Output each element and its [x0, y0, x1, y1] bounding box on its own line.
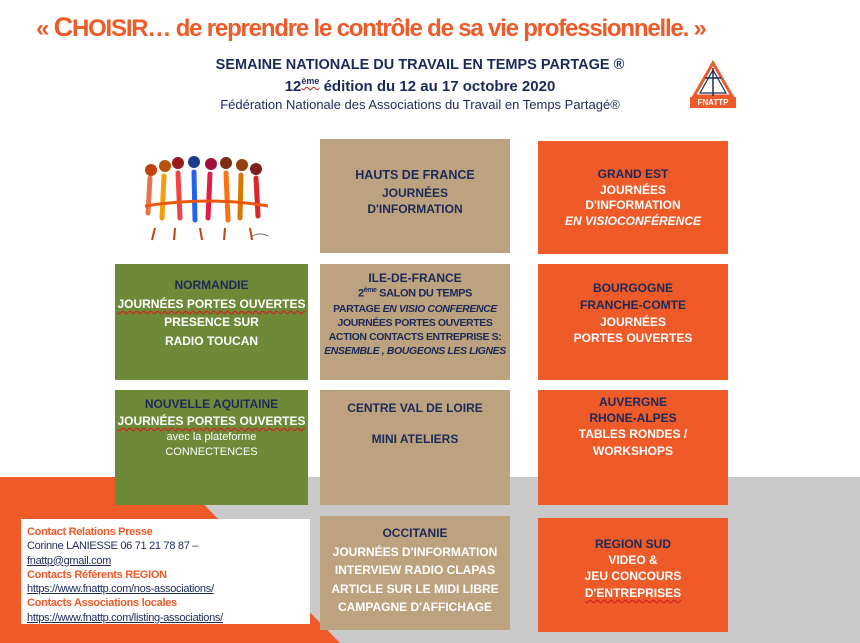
region-activity: CONNECTENCES [165, 445, 258, 458]
region-activity [320, 302, 510, 316]
region-activity: PORTES OUVERTES [573, 331, 693, 346]
region-activity: ARTICLE SUR LE MIDI LIBRE [331, 581, 499, 596]
region-activity: JOURNÉES PORTES OUVERTES [337, 316, 493, 329]
region-name: NORMANDIE [174, 278, 249, 292]
headline-initial: C [53, 12, 72, 42]
region-activity: avec la plateforme [166, 430, 257, 443]
federation-name: Fédération Nationale des Associations du Travail en Temps Partagé® [220, 97, 620, 112]
region-activity: EN VISIOCONFÉRENCE [564, 213, 702, 228]
headline-text: de reprendre le contrôle de sa vie professionnelle. [175, 15, 689, 42]
region-name: OCCITANIE [382, 526, 448, 540]
region-auvergne-rhone-alpes [538, 390, 728, 505]
region-name: HAUTS DE FRANCE [355, 168, 475, 182]
region-activity: MINI ATELIERS [371, 431, 459, 446]
contact-local-heading: Contacts Associations locales [27, 597, 177, 610]
region-activity: JOURNÉES PORTES OUVERTES [117, 413, 306, 428]
region-hauts-de-france [320, 139, 510, 253]
region-activity: ENSEMBLE , BOUGEONS LES LIGNES [324, 345, 506, 358]
region-activity: JOURNÉES PORTES OUVERTES [117, 296, 306, 311]
contact-local-link[interactable]: https://www.fnattp.com/listing-associations/ [27, 611, 223, 624]
region-ile-de-france [320, 264, 510, 380]
region-nouvelle-aquitaine [115, 390, 308, 505]
region-activity: JOURNÉES [599, 182, 667, 197]
region-centre-val-de-loire [320, 390, 510, 505]
edition-dates: édition du 12 au 17 octobre 2020 [323, 78, 556, 95]
region-activity: VIDEO & [608, 553, 658, 568]
headline [36, 12, 836, 43]
region-activity: JOURNÉES D'INFORMATION [332, 544, 498, 559]
region-activity: TABLES RONDES / [578, 427, 688, 442]
region-name: CENTRE VAL DE LOIRE [347, 401, 483, 415]
region-normandie [115, 264, 308, 380]
event-title: SEMAINE NATIONALE DU TRAVAIL EN TEMPS PARTAGE ® [215, 57, 625, 73]
region-activity: PRESENCE SUR [164, 315, 259, 330]
region-activity: D'ENTREPRISES [584, 585, 682, 600]
region-grand-est [538, 141, 728, 254]
contact-press-phone: Corinne LANIESSE 06 71 21 78 87 – [27, 540, 199, 553]
contact-region-link[interactable]: https://www.fnattp.com/nos-associations/ [27, 583, 214, 596]
region-activity: WORKSHOPS [592, 443, 673, 458]
visio-label: EN VISIO CONFERENCE [382, 302, 497, 315]
region-activity: CAMPAGNE D'AFFICHAGE [338, 600, 492, 615]
contact-press-heading: Contact Relations Presse [27, 526, 153, 538]
edition-line [120, 76, 720, 95]
region-occitanie [320, 516, 510, 630]
region-activity: ACTION CONTACTS ENTREPRISE S: [328, 331, 502, 344]
region-name: REGION SUD [594, 537, 671, 551]
region-activity: D'INFORMATION [585, 198, 681, 213]
logo-triangle-icon [690, 60, 736, 98]
edition-number: 12 [284, 78, 302, 95]
region-bourgogne-franche-comte [538, 264, 728, 380]
region-name: RHONE-ALPES [589, 411, 677, 426]
quote-open: « [36, 15, 49, 42]
region-activity: D'INFORMATION [367, 202, 463, 217]
headline-dots: … [147, 15, 171, 42]
region-activity: JEU CONCOURS [584, 569, 682, 584]
fnattp-logo [690, 60, 736, 108]
region-activity: RADIO TOUCAN [164, 333, 259, 348]
region-name: ILE-DE-FRANCE [368, 271, 462, 285]
region-name: FRANCHE-COMTE [580, 297, 686, 312]
ordinal-number: 2 [358, 287, 364, 300]
region-name: NOUVELLE AQUITAINE [144, 397, 279, 411]
logo-label: FNATTP [690, 97, 736, 108]
salon-label: SALON DU TEMPS [376, 287, 472, 300]
contact-box [21, 519, 310, 624]
edition-suffix: ème [301, 76, 320, 86]
region-activity: JOURNÉES [599, 314, 667, 329]
region-name: AUVERGNE [598, 395, 667, 409]
region-activity [320, 286, 510, 302]
partage-label: PARTAGE [333, 302, 383, 315]
headline-choisir: HOISIR [71, 15, 148, 42]
contact-region-heading: Contacts Référents REGION [27, 568, 167, 581]
region-activity: INTERVIEW RADIO CLAPAS [334, 563, 496, 578]
region-activity: JOURNÉES [381, 185, 449, 200]
region-name: BOURGOGNE [592, 281, 673, 295]
contact-email-link[interactable]: fnattp@gmail.com [27, 554, 112, 567]
region-sud [538, 518, 728, 632]
quote-close: » [693, 15, 706, 42]
region-name: GRAND EST [597, 167, 669, 181]
ordinal-suffix: ème [363, 287, 377, 295]
people-meeting-illustration [140, 148, 280, 243]
